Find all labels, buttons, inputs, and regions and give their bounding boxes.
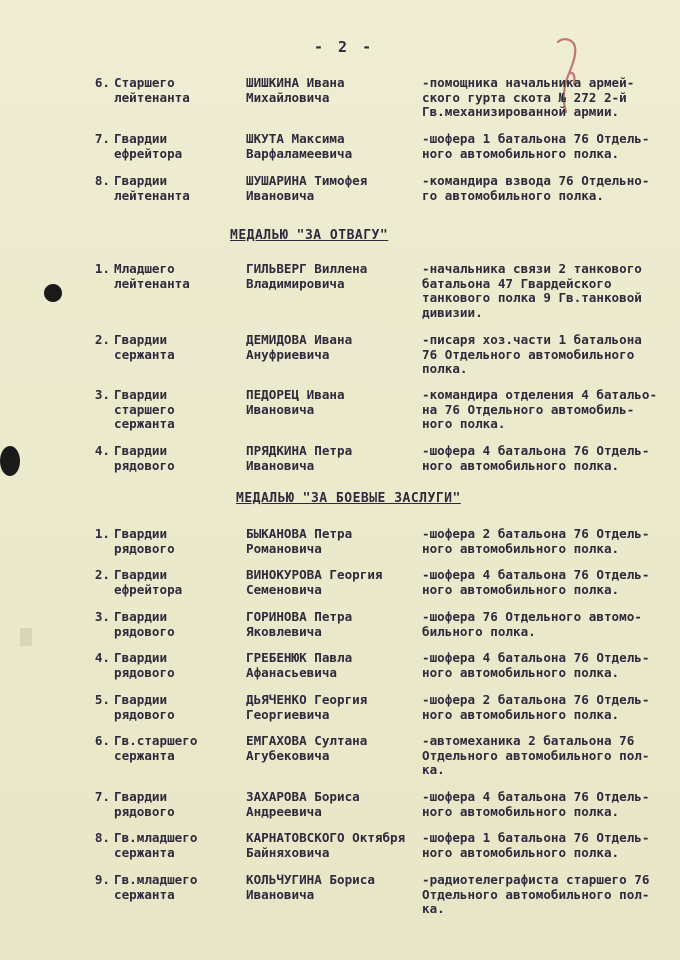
entry-position: -шофера 4 батальона 76 Отдель- ного автомобильного полка. (422, 443, 650, 473)
entry-name: ДЬЯЧЕНКО Георгия Георгиевича (246, 692, 368, 722)
entry-name: КОЛЬЧУГИНА Бориса Ивановича (246, 872, 375, 902)
entry-rank: Гв.младшего сержанта (114, 872, 198, 902)
entry-position: -шофера 1 батальона 76 Отдель- ного автомобильного полка. (422, 131, 650, 161)
entry-name: ЗАХАРОВА Бориса Андреевича (246, 789, 360, 819)
entry-position: -радиотелеграфиста старшего 76 Отдельного автомобильного пол- ка. (422, 872, 650, 916)
entry-number: 3. (94, 387, 110, 402)
entry-rank: Гв.младшего сержанта (114, 830, 198, 860)
entry-number: 1. (94, 261, 110, 276)
entry-name: ГОРИНОВА Петра Яковлевича (246, 609, 353, 639)
entry-rank: Гвардии рядового (114, 443, 175, 473)
entry-number: 7. (94, 131, 110, 146)
entry-rank: Гвардии ефрейтора (114, 567, 183, 597)
entry-number: 8. (94, 173, 110, 188)
entry-rank: Гвардии рядового (114, 526, 175, 556)
entry-position: -автомеханика 2 батальона 76 Отдельного автомобильного пол- ка. (422, 733, 650, 777)
entry-rank: Гвардии ефрейтора (114, 131, 183, 161)
entry-position: -шофера 2 батальона 76 Отдель- ного автомобильного полка. (422, 692, 650, 722)
punch-hole (44, 284, 62, 302)
entry-position: -шофера 4 батальона 76 Отдель- ного автомобильного полка. (422, 650, 650, 680)
entry-position: -шофера 1 батальона 76 Отдель- ного автомобильного полка. (422, 830, 650, 860)
entry-name: ШКУТА Максима Варфаламеевича (246, 131, 353, 161)
entry-rank: Гвардии рядового (114, 609, 175, 639)
entry-name: ЕМГАХОВА Султана Агубековича (246, 733, 368, 763)
entry-name: ПЕДОРЕЦ Ивана Ивановича (246, 387, 345, 417)
entry-number: 6. (94, 733, 110, 748)
entry-position: -шофера 4 батальона 76 Отдель- ного автомобильного полка. (422, 567, 650, 597)
entry-name: ДЕМИДОВА Ивана Ануфриевича (246, 332, 353, 362)
entry-name: ШУШАРИНА Тимофея Ивановича (246, 173, 368, 203)
entry-number: 4. (94, 650, 110, 665)
entry-number: 6. (94, 75, 110, 90)
entry-rank: Гв.старшего сержанта (114, 733, 198, 763)
entry-rank: Гвардии старшего сержанта (114, 387, 175, 431)
entry-name: ВИНОКУРОВА Георгия Семеновича (246, 567, 383, 597)
page-number: - 2 - (314, 38, 375, 56)
entry-position: -командира взвода 76 Отдельно- го автомобильного полка. (422, 173, 650, 203)
entry-number: 5. (94, 692, 110, 707)
section-heading: МЕДАЛЬЮ "ЗА ОТВАГУ" (230, 228, 389, 243)
entry-number: 2. (94, 567, 110, 582)
entry-position: -помощника начальника армей- ского гурта скота № 272 2-й Гв.механизированной армии. (422, 75, 635, 119)
entry-rank: Гвардии сержанта (114, 332, 175, 362)
entry-rank: Старшего лейтенанта (114, 75, 190, 105)
section-heading: МЕДАЛЬЮ "ЗА БОЕВЫЕ ЗАСЛУГИ" (236, 491, 461, 506)
entry-name: ШИШКИНА Ивана Михайловича (246, 75, 345, 105)
entry-position: -командира отделения 4 батальо- на 76 Отдельного автомобиль- ного полка. (422, 387, 658, 431)
entry-position: -шофера 2 батальона 76 Отдель- ного автомобильного полка. (422, 526, 650, 556)
entry-name: БЫКАНОВА Петра Романовича (246, 526, 353, 556)
entry-position: -начальника связи 2 танкового батальона 47 Гвардейского танкового полка 9 Гв.танковой дивизии. (422, 261, 642, 320)
entry-number: 8. (94, 830, 110, 845)
entry-position: -писаря хоз.части 1 батальона 76 Отдельного автомобильного полка. (422, 332, 642, 376)
entry-rank: Гвардии рядового (114, 692, 175, 722)
entry-name: ГИЛЬВЕРГ Виллена Владимировича (246, 261, 368, 291)
entry-rank: Гвардии рядового (114, 650, 175, 680)
entry-rank: Младшего лейтенанта (114, 261, 190, 291)
paper-tear (20, 628, 32, 646)
entry-number: 1. (94, 526, 110, 541)
entry-name: ПРЯДКИНА Петра Ивановича (246, 443, 353, 473)
entry-position: -шофера 4 батальона 76 Отдель- ного автомобильного полка. (422, 789, 650, 819)
entry-number: 2. (94, 332, 110, 347)
entry-position: -шофера 76 Отдельного автомо- бильного полка. (422, 609, 642, 639)
entry-number: 4. (94, 443, 110, 458)
entry-number: 9. (94, 872, 110, 887)
entry-name: КАРНАТОВСКОГО Октября Байняховича (246, 830, 406, 860)
entry-number: 3. (94, 609, 110, 624)
entry-rank: Гвардии рядового (114, 789, 175, 819)
entry-rank: Гвардии лейтенанта (114, 173, 190, 203)
punch-hole (0, 446, 20, 476)
entry-name: ГРЕБЕНЮК Павла Афанасьевича (246, 650, 353, 680)
entry-number: 7. (94, 789, 110, 804)
